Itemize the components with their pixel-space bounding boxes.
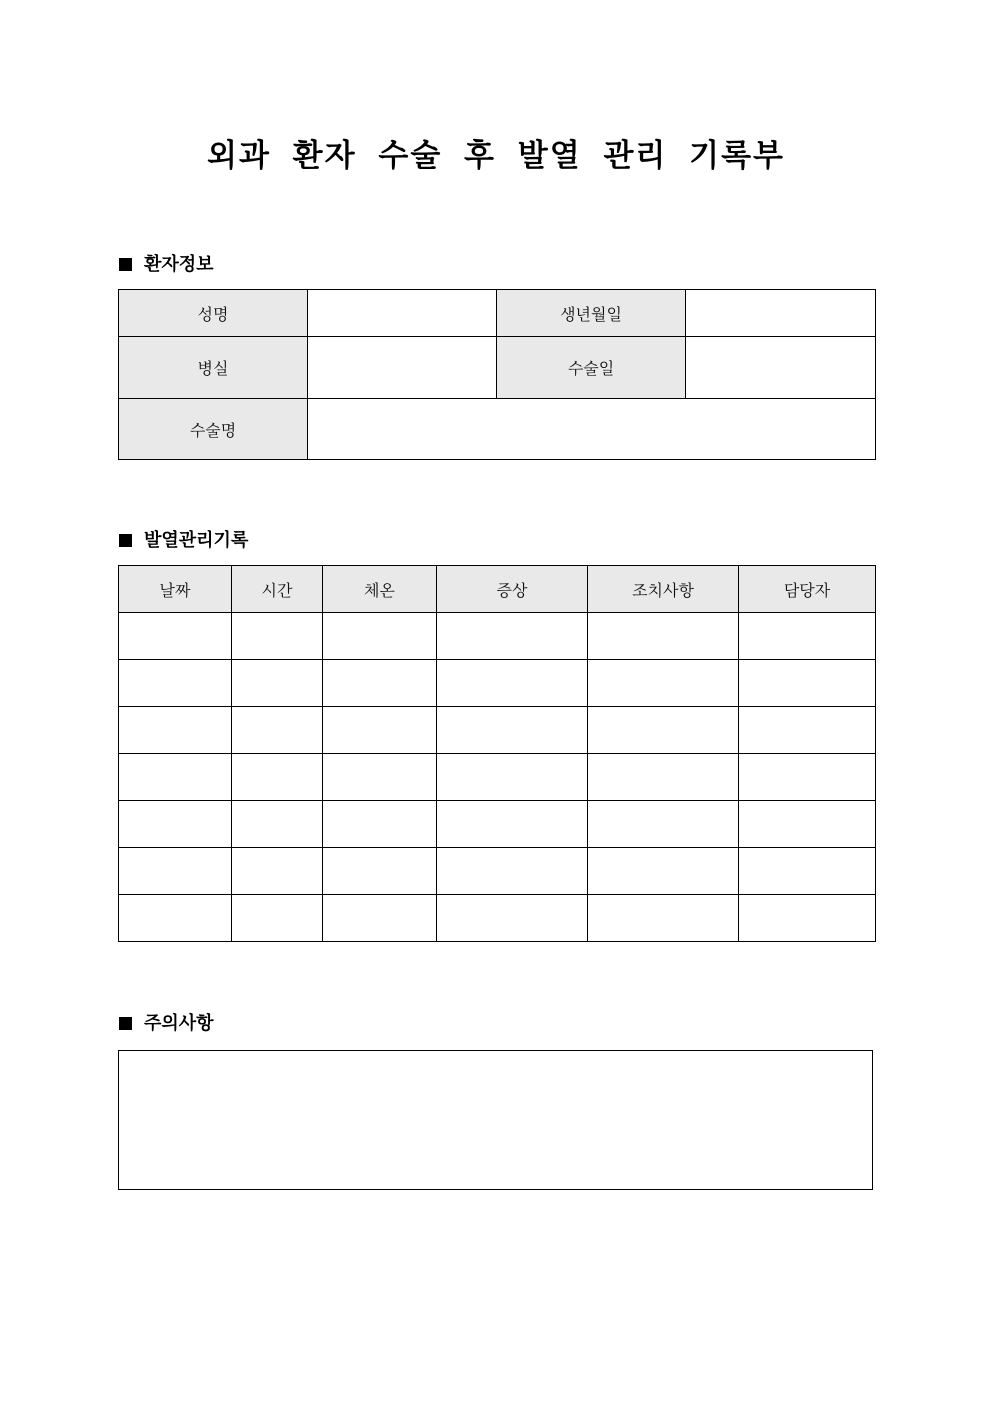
table-row xyxy=(119,801,876,848)
name-field[interactable] xyxy=(308,290,497,337)
actions-cell[interactable] xyxy=(588,895,739,942)
column-header-time: 시간 xyxy=(232,566,323,613)
table-row xyxy=(119,895,876,942)
temperature-cell[interactable] xyxy=(323,613,437,660)
square-bullet-icon xyxy=(119,258,132,271)
time-cell[interactable] xyxy=(232,848,323,895)
patient-info-table xyxy=(118,289,876,460)
fever-record-header-row xyxy=(119,566,876,613)
staff-cell[interactable] xyxy=(739,707,876,754)
date-cell[interactable] xyxy=(119,613,232,660)
symptoms-cell[interactable] xyxy=(437,707,588,754)
table-row xyxy=(119,754,876,801)
staff-cell[interactable] xyxy=(739,801,876,848)
date-cell[interactable] xyxy=(119,895,232,942)
column-header-actions: 조치사항 xyxy=(588,566,739,613)
table-row xyxy=(119,613,876,660)
temperature-cell[interactable] xyxy=(323,801,437,848)
date-cell[interactable] xyxy=(119,707,232,754)
actions-cell[interactable] xyxy=(588,613,739,660)
time-cell[interactable] xyxy=(232,660,323,707)
actions-cell[interactable] xyxy=(588,707,739,754)
time-cell[interactable] xyxy=(232,754,323,801)
time-cell[interactable] xyxy=(232,801,323,848)
actions-cell[interactable] xyxy=(588,754,739,801)
staff-cell[interactable] xyxy=(739,754,876,801)
actions-cell[interactable] xyxy=(588,660,739,707)
staff-cell[interactable] xyxy=(739,895,876,942)
fever-record-heading-text: 발열관리기록 xyxy=(144,530,249,551)
surgery-date-label: 수술일 xyxy=(497,337,686,399)
temperature-cell[interactable] xyxy=(323,895,437,942)
time-cell[interactable] xyxy=(232,613,323,660)
symptoms-cell[interactable] xyxy=(437,895,588,942)
column-header-temperature: 체온 xyxy=(323,566,437,613)
symptoms-cell[interactable] xyxy=(437,801,588,848)
temperature-cell[interactable] xyxy=(323,754,437,801)
birthdate-label: 생년월일 xyxy=(497,290,686,337)
staff-cell[interactable] xyxy=(739,660,876,707)
patient-info-row xyxy=(119,337,876,399)
patient-info-row xyxy=(119,290,876,337)
symptoms-cell[interactable] xyxy=(437,613,588,660)
time-cell[interactable] xyxy=(232,895,323,942)
patient-info-heading xyxy=(119,253,214,277)
surgery-date-field[interactable] xyxy=(686,337,876,399)
patient-info-row xyxy=(119,399,876,460)
fever-record-heading xyxy=(119,529,248,553)
notes-field[interactable] xyxy=(118,1050,873,1190)
birthdate-field[interactable] xyxy=(686,290,876,337)
table-row xyxy=(119,707,876,754)
time-cell[interactable] xyxy=(232,707,323,754)
staff-cell[interactable] xyxy=(739,848,876,895)
ward-label: 병실 xyxy=(119,337,308,399)
date-cell[interactable] xyxy=(119,660,232,707)
column-header-date: 날짜 xyxy=(119,566,232,613)
document-title: 외과 환자 수술 후 발열 관리 기록부 xyxy=(207,138,785,174)
notes-heading xyxy=(119,1012,214,1036)
actions-cell[interactable] xyxy=(588,848,739,895)
staff-cell[interactable] xyxy=(739,613,876,660)
fever-record-table xyxy=(118,565,876,942)
temperature-cell[interactable] xyxy=(323,707,437,754)
surgery-name-field[interactable] xyxy=(308,399,876,460)
notes-heading-text: 주의사항 xyxy=(144,1013,214,1034)
date-cell[interactable] xyxy=(119,754,232,801)
ward-field[interactable] xyxy=(308,337,497,399)
square-bullet-icon xyxy=(119,534,132,547)
symptoms-cell[interactable] xyxy=(437,660,588,707)
patient-info-heading-text: 환자정보 xyxy=(144,254,214,275)
column-header-symptoms: 증상 xyxy=(437,566,588,613)
symptoms-cell[interactable] xyxy=(437,754,588,801)
date-cell[interactable] xyxy=(119,801,232,848)
table-row xyxy=(119,660,876,707)
symptoms-cell[interactable] xyxy=(437,848,588,895)
square-bullet-icon xyxy=(119,1017,132,1030)
name-label: 성명 xyxy=(119,290,308,337)
date-cell[interactable] xyxy=(119,848,232,895)
temperature-cell[interactable] xyxy=(323,848,437,895)
temperature-cell[interactable] xyxy=(323,660,437,707)
actions-cell[interactable] xyxy=(588,801,739,848)
table-row xyxy=(119,848,876,895)
column-header-staff: 담당자 xyxy=(739,566,876,613)
surgery-name-label: 수술명 xyxy=(119,399,308,460)
